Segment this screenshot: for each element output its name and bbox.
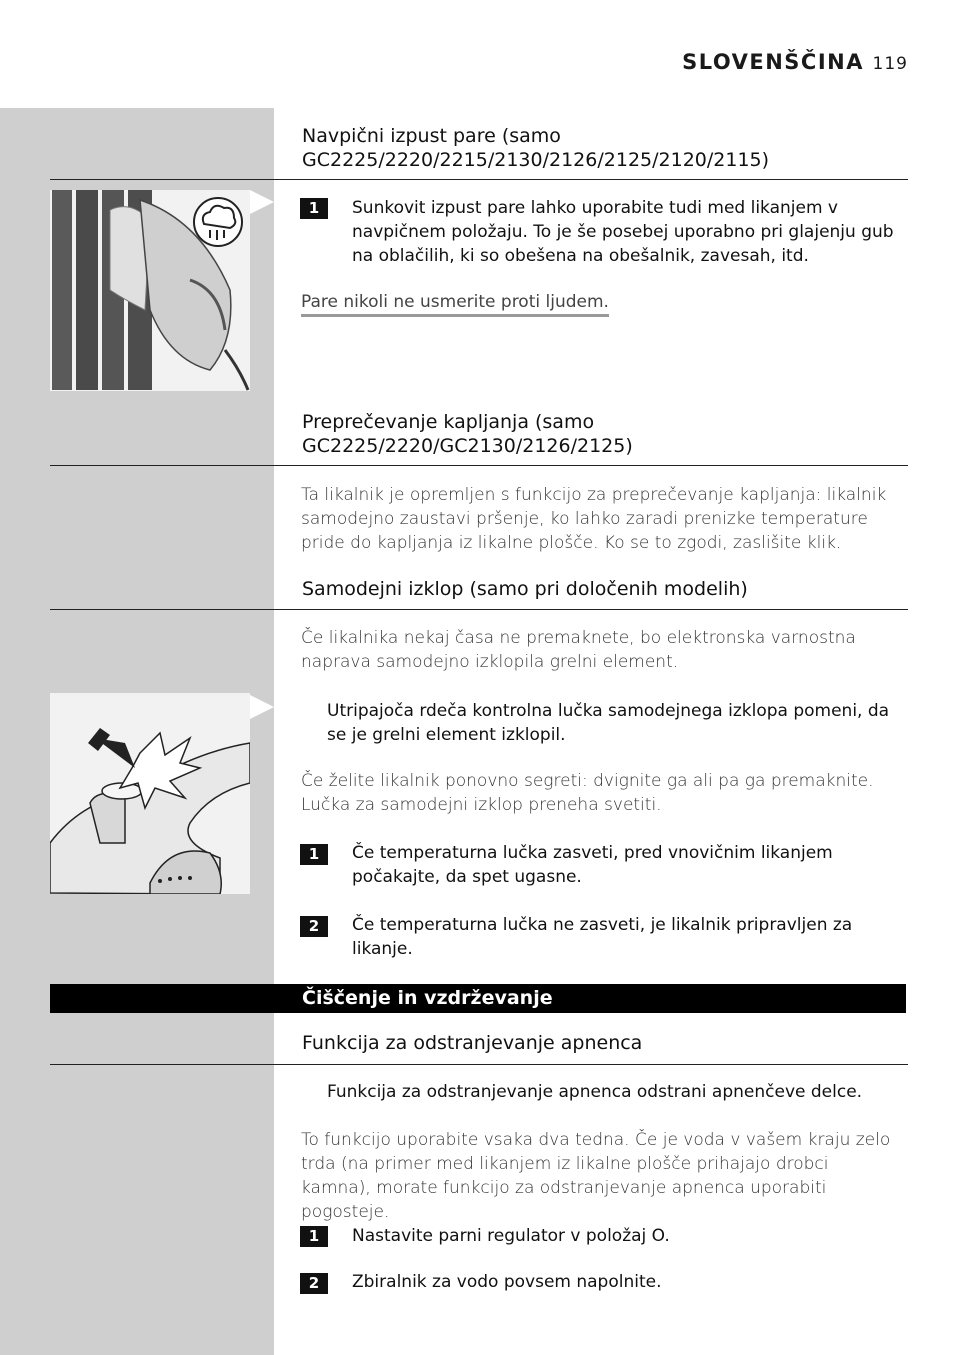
divider (50, 609, 908, 610)
tip-text: Utripajoča rdeča kontrolna lučka samodejnega izklopa pomeni, da se je grelni element izklopil. (327, 701, 890, 745)
tip-text: Funkcija za odstranjevanje apnenca odstrani apnenčeve delce. (327, 1082, 863, 1102)
autooff-paragraph: Če želite likalnik ponovno segreti: dvignite ga ali pa ga premaknite. Lučka za samodejni izklop preneha svetiti. (301, 771, 874, 815)
step-number: 2 (300, 916, 328, 937)
step-number: 1 (300, 844, 328, 865)
step-number: 2 (300, 1273, 328, 1294)
step-text: Če temperaturna lučka ne zasveti, je likalnik pripravljen za likanje. (352, 915, 853, 959)
steam-section-title: Navpični izpust pare (samo GC2225/2220/2215/2130/2126/2125/2120/2115) (302, 125, 770, 171)
drip-section-title: Preprečevanje kapljanja (samo GC2225/2220/GC2130/2126/2125) (302, 411, 633, 457)
warning-text: Pare nikoli ne usmerite proti ljudem. (301, 292, 609, 317)
cleaning-section-title: Čiščenje in vzdrževanje (302, 987, 553, 1009)
step-number: 1 (300, 1226, 328, 1247)
step-text: Sunkovit izpust pare lahko uporabite tudi med likanjem v navpičnem položaju. To je še posebej uporabno pri glajenju gub na oblačilih, ki so obešena na obešalnik, zavesah, itd. (352, 198, 894, 266)
cleaning-paragraph: To funkcijo uporabite vsaka dva tedna. Če je voda v vašem kraju zelo trda (na primer med likanjem iz likalne plošče prihajajo drobci kamna), morate funkcijo za odstranjevanje apnenca uporabiti pogosteje. (301, 1130, 891, 1222)
step-text: Če temperaturna lučka zasveti, pred vnovičnim likanjem počakajte, da spet ugasne. (352, 843, 833, 887)
pointer-arrow (250, 695, 274, 719)
step-text: Zbiralnik za vodo povsem napolnite. (352, 1272, 662, 1292)
step-number: 1 (300, 198, 328, 219)
page-number: 119 (872, 54, 908, 74)
autooff-section-title: Samodejni izklop (samo pri določenih modelih) (302, 578, 748, 600)
descaling-subtitle: Funkcija za odstranjevanje apnenca (302, 1032, 643, 1054)
divider (50, 1064, 908, 1065)
divider (50, 465, 908, 466)
steam-illustration (50, 190, 250, 391)
language-header: SLOVENŠČINA (682, 50, 864, 74)
step-text: Nastavite parni regulator v položaj O. (352, 1226, 670, 1246)
autooff-paragraph: Če likalnika nekaj časa ne premaknete, bo elektronska varnostna naprava samodejno izklopila grelni element. (301, 628, 856, 672)
divider (50, 179, 908, 180)
pointer-arrow (250, 190, 274, 214)
autooff-illustration (50, 693, 250, 894)
drip-paragraph: Ta likalnik je opremljen s funkcijo za preprečevanje kapljanja: likalnik samodejno zaustavi pršenje, ko lahko zaradi prenizke temperature pride do kapljanja iz likalne plošče. Ko se to zgodi, zaslišite klik. (301, 485, 887, 553)
